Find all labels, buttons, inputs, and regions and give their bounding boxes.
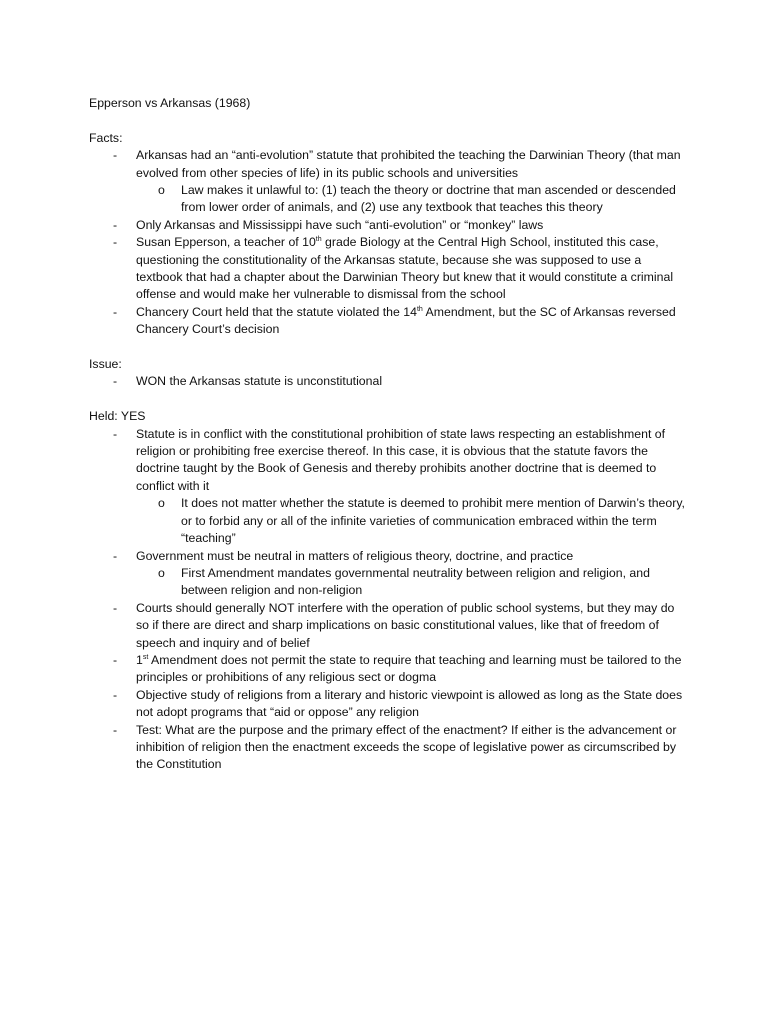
held-sublist xyxy=(136,565,687,600)
facts-item-text: Chancery Court held that the statute violated the 14th Amendment, but the SC of Arkansas reversed Chancery Court’s decision xyxy=(136,304,676,337)
dash-bullet: - xyxy=(113,148,118,163)
held-item-text: Courts should generally NOT interfere with the operation of public school systems, but they may do so if there are direct and sharp implications on basic constitutional values, like that of freedom of speech and inquiry and of belief xyxy=(136,600,675,650)
held-item-text: 1st Amendment does not permit the state to require that teaching and learning must be tailored to the principles or prohibitions of any religious sect or dogma xyxy=(136,652,682,685)
issue-item xyxy=(89,373,687,390)
document-body xyxy=(89,95,687,774)
facts-sublist xyxy=(136,182,687,217)
dash-bullet: - xyxy=(113,652,118,667)
circle-bullet: o xyxy=(158,565,165,580)
held-item xyxy=(89,426,687,548)
held-item-text: Government must be neutral in matters of religious theory, doctrine, and practice xyxy=(136,548,574,563)
circle-bullet: o xyxy=(158,496,165,511)
held-item xyxy=(89,722,687,774)
dash-bullet: - xyxy=(113,687,118,702)
held-label: Held: YES xyxy=(89,409,146,424)
dash-bullet: - xyxy=(113,600,118,615)
held-item xyxy=(89,687,687,722)
dash-bullet: - xyxy=(113,217,118,232)
held-sublist xyxy=(136,495,687,547)
held-subitem-text: It does not matter whether the statute is deemed to prohibit mere mention of Darwin’s theory, or to forbid any or all of the infinite varieties of communication embraced within the term “teaching” xyxy=(181,496,685,546)
held-item-text: Objective study of religions from a literary and historic viewpoint is allowed as long as the State does not adopt programs that “aid or oppose” any religion xyxy=(136,687,683,720)
held-item-text: Test: What are the purpose and the primary effect of the enactment? If either is the advancement or inhibition of religion then the enactment exceeds the scope of legislative power as circumscribed by the Constitution xyxy=(136,722,677,772)
facts-item-text: Only Arkansas and Mississippi have such “anti-evolution” or “monkey” laws xyxy=(136,217,544,232)
dash-bullet: - xyxy=(113,235,118,250)
dash-bullet: - xyxy=(113,548,118,563)
facts-item-text: Arkansas had an “anti-evolution” statute that prohibited the teaching the Darwinian Theory (that man evolved from other species of life) in its public schools and universities xyxy=(136,148,681,180)
facts-label: Facts: xyxy=(89,130,123,145)
held-list xyxy=(89,426,687,774)
facts-item xyxy=(89,147,687,217)
held-subitem xyxy=(136,565,687,600)
held-subitem xyxy=(136,495,687,547)
held-subitem-text: First Amendment mandates governmental neutrality between religion and religion, and between religion and non-religion xyxy=(181,565,650,598)
circle-bullet: o xyxy=(158,183,165,198)
held-item xyxy=(89,652,687,687)
dash-bullet: - xyxy=(113,374,118,389)
dash-bullet: - xyxy=(113,426,118,441)
facts-subitem xyxy=(136,182,687,217)
issue-item-text: WON the Arkansas statute is unconstitutional xyxy=(136,374,383,389)
held-item xyxy=(89,600,687,652)
facts-list xyxy=(89,147,687,338)
dash-bullet: - xyxy=(113,304,118,319)
facts-item xyxy=(89,234,687,304)
issue-label: Issue: xyxy=(89,357,122,372)
held-item xyxy=(89,548,687,600)
facts-subitem-text: Law makes it unlawful to: (1) teach the theory or doctrine that man ascended or descended from lower order of animals, and (2) use any textbook that teaches this theory xyxy=(181,183,676,215)
facts-item-text: Susan Epperson, a teacher of 10th grade Biology at the Central High School, instituted this case, questioning the constitutionality of the Arkansas statute, because she was supposed to use a textbook that had a chapter about the Darwinian Theory but knew that it would constitute a criminal offense and would make her vulnerable to dismissal from the school xyxy=(136,235,674,302)
issue-list xyxy=(89,373,687,390)
held-item-text: Statute is in conflict with the constitutional prohibition of state laws respecting an establishment of religion or prohibiting free exercise thereof. In this case, it is obvious that the statute favors the doctrine taught by the Book of Genesis and thereby prohibits another doctrine that is deemed to conflict with it xyxy=(136,426,666,493)
facts-item xyxy=(89,304,687,339)
facts-item xyxy=(89,217,687,234)
dash-bullet: - xyxy=(113,722,118,737)
document-title: Epperson vs Arkansas (1968) xyxy=(89,96,251,110)
